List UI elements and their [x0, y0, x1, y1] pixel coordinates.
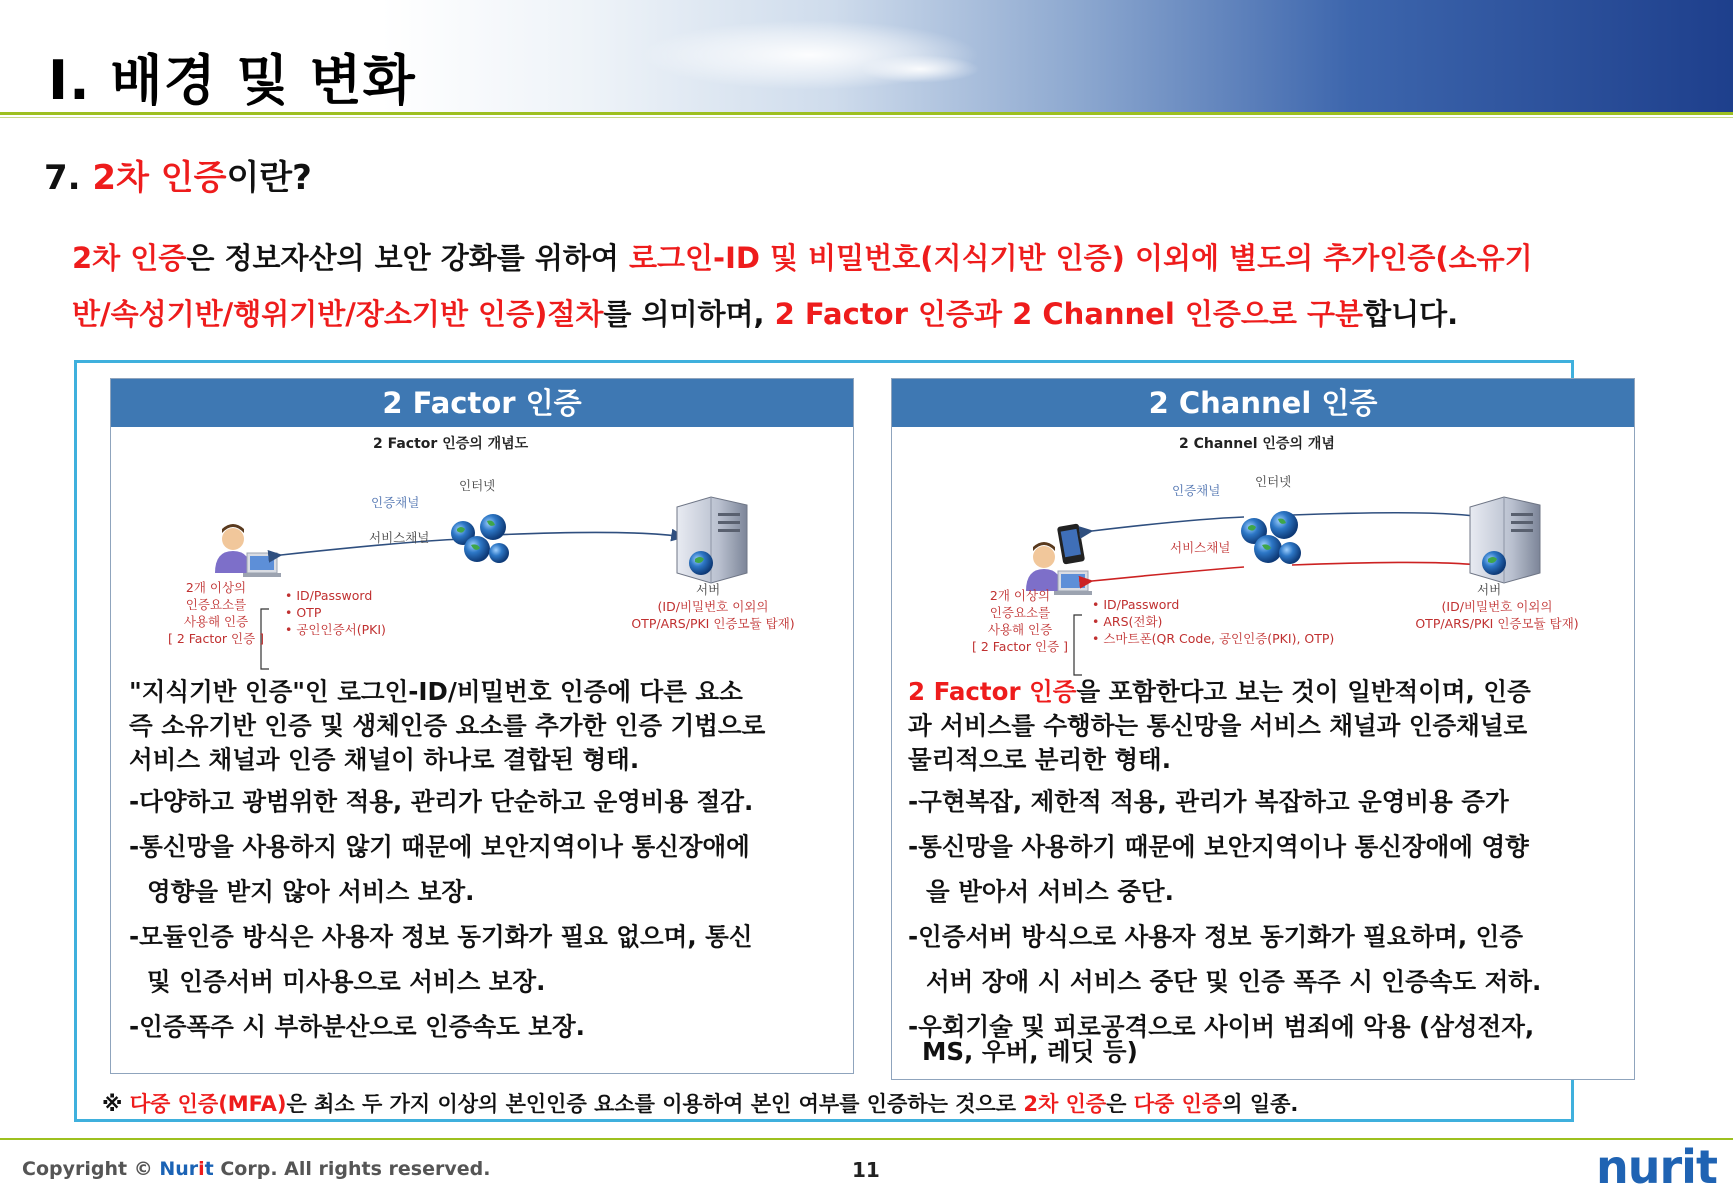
intro-highlight: 반/속성기반/행위기반/장소기반 인증)절차 [72, 297, 604, 331]
copyright-text: Corp. All rights reserved. [213, 1158, 491, 1180]
intro-text: 합니다. [1363, 297, 1459, 331]
desc-line: "지식기반 인증"인 로그인-ID/비밀번호 인증에 다른 요소 [129, 677, 743, 706]
note-text: 은 [1106, 1092, 1134, 1116]
internet-globe-icon [451, 514, 509, 563]
desc-line: 서비스 채널과 인증 채널이 하나로 결합된 형태. [129, 745, 640, 774]
server-desc-line: OTP/ARS/PKI 인증모듈 탑재) [631, 616, 795, 631]
bullet-item-continued: 영향을 받지 않아 서비스 보장. [147, 877, 475, 906]
user-label-line: 2개 이상의 [989, 588, 1051, 603]
footnote [102, 1088, 1298, 1118]
copyright-text: Copyright © [22, 1158, 160, 1180]
diagram-auth-channel: 인증채널 [371, 495, 420, 510]
factor-item: • 스마트폰(QR Code, 공인인증(PKI), OTP) [1092, 631, 1335, 646]
desc-line [908, 675, 1531, 709]
desc-highlight: 2 Factor 인증 [908, 677, 1077, 706]
internet-globe-icon [1241, 511, 1301, 564]
note-text: 의 일종. [1222, 1092, 1299, 1116]
diagram-service-channel: 서비스채널 [1170, 540, 1231, 555]
header-cloud-small [860, 55, 980, 83]
intro-text: 은 정보자산의 보안 강화를 위하여 [186, 241, 630, 275]
header-rule [0, 112, 1733, 115]
diagram-user-label [161, 579, 271, 647]
panel-2-factor [110, 378, 854, 1074]
user-label-line: 인증요소를 [989, 605, 1051, 620]
note-prefix: ※ [102, 1092, 130, 1116]
server-icon [1470, 497, 1540, 583]
copyright [22, 1158, 490, 1180]
factor-item: • ID/Password [1092, 597, 1180, 612]
copyright-brand-i: i [198, 1158, 205, 1180]
intro-line-2 [72, 292, 1458, 333]
section-number: 7. [44, 158, 93, 198]
user-label-line: 사용해 인증 [987, 622, 1053, 637]
note-text: 은 최소 두 가지 이상의 본인인증 요소를 이용하여 본인 여부를 인증하는 것으로 [286, 1092, 1024, 1116]
section-highlight: 2차 인증 [92, 158, 227, 198]
user-label-line: 인증요소를 [185, 597, 247, 612]
panel-title: 2 Channel 인증 [892, 379, 1634, 427]
diagram-caption: 2 Channel 인증의 개념 [1179, 436, 1335, 452]
diagram-server-label: 서버 [696, 582, 721, 597]
user-icon [215, 524, 281, 577]
server-desc-line: OTP/ARS/PKI 인증모듈 탑재) [1415, 616, 1579, 631]
panel-bullets [908, 779, 1541, 1065]
factor-item: • ARS(전화) [1092, 614, 1163, 629]
note-highlight: 다중 인증(MFA) [129, 1092, 287, 1116]
user-label-line: [ 2 Factor 인증 ] [971, 639, 1068, 654]
panel-description [908, 675, 1531, 777]
user-label-line: 사용해 인증 [183, 614, 249, 629]
note-highlight: 다중 인증 [1133, 1092, 1223, 1116]
panel-bullets [129, 779, 753, 1049]
diagram-server-label: 서버 [1477, 582, 1502, 597]
user-label-line: 2개 이상의 [185, 580, 247, 595]
factor-item: • ID/Password [285, 588, 373, 603]
bullet-item: -다양하고 광범위한 적용, 관리가 단순하고 운영비용 절감. [129, 787, 754, 816]
bullet-item: -모듈인증 방식은 사용자 정보 동기화가 필요 없으며, 통신 [129, 922, 753, 951]
page-title: Ⅰ. 배경 및 변화 [48, 49, 416, 112]
factor-item: • OTP [285, 605, 322, 620]
intro-text: 를 의미하며, [603, 297, 775, 331]
server-desc-line: (ID/비밀번호 이외의 [657, 599, 769, 614]
footer-rule [0, 1138, 1733, 1140]
desc-line: 즉 소유기반 인증 및 생체인증 요소를 추가한 인증 기법으로 [129, 711, 766, 740]
desc-line: 물리적으로 분리한 형태. [908, 745, 1172, 774]
note-highlight: 2차 인증 [1023, 1092, 1107, 1116]
intro-term: 2차 인증 [72, 241, 187, 275]
diagram-service-channel: 서비스채널 [369, 530, 430, 545]
intro-highlight: 2 Factor 인증과 2 Channel 인증으로 구분 [774, 297, 1364, 331]
diagram-user-label [964, 587, 1076, 655]
bullet-item: -구현복잡, 제한적 적용, 관리가 복잡하고 운영비용 증가 [908, 787, 1509, 816]
bullet-item-continued: 및 인증서버 미사용으로 서비스 보장. [147, 967, 546, 996]
panel-title: 2 Factor 인증 [111, 379, 853, 427]
factor-item: • 공인인증서(PKI) [285, 622, 386, 637]
bullet-item: -인증서버 방식으로 사용자 정보 동기화가 필요하며, 인증 [908, 922, 1523, 951]
user-label-line: [ 2 Factor 인증 ] [167, 631, 264, 646]
bullet-item-continued: 을 받아서 서비스 중단. [926, 877, 1174, 906]
copyright-brand-t: t [204, 1158, 214, 1180]
bullet-item-continued: MS, 우버, 레딧 등) [922, 1037, 1138, 1066]
diagram-server-desc [631, 598, 795, 632]
diagram-caption: 2 Factor 인증의 개념도 [373, 436, 529, 452]
server-icon [677, 497, 747, 583]
bullet-item: -우회기술 및 피로공격으로 사이버 범죄에 악용 (삼성전자, [908, 1012, 1535, 1041]
desc-line: 과 서비스를 수행하는 통신망을 서비스 채널과 인증채널로 [908, 711, 1528, 740]
smartphone-icon [1057, 523, 1085, 564]
panel-2-channel [891, 378, 1635, 1080]
nurit-logo: nurit [1596, 1140, 1717, 1194]
bullet-item-continued: 서버 장애 시 서비스 중단 및 인증 폭주 시 인증속도 저하. [926, 967, 1542, 996]
intro-highlight: 로그인-ID 및 비밀번호(지식기반 인증) 이외에 별도의 추가인증(소유기 [629, 241, 1533, 275]
header-rule-thin [0, 117, 1733, 118]
diagram-internet-label: 인터넷 [1255, 474, 1292, 489]
copyright-brand: Nur [159, 1158, 199, 1180]
diagram-internet-label: 인터넷 [459, 478, 496, 493]
desc-text: 을 포함한다고 보는 것이 일반적이며, 인증 [1076, 677, 1531, 706]
diagram-factor-list [285, 587, 386, 638]
bullet-item: -인증폭주 시 부하분산으로 인증속도 보장. [129, 1012, 585, 1041]
diagram-server-desc [1412, 598, 1582, 632]
section-suffix: 이란? [226, 158, 312, 198]
diagram-auth-channel: 인증채널 [1172, 483, 1221, 498]
section-title [44, 150, 312, 199]
diagram-factor-list [1092, 596, 1334, 647]
page-number: 11 [852, 1158, 880, 1182]
bullet-item: -통신망을 사용하지 않기 때문에 보안지역이나 통신장애에 [129, 832, 750, 861]
panel-description [129, 675, 765, 777]
server-desc-line: (ID/비밀번호 이외의 [1441, 599, 1553, 614]
intro-line-1 [72, 236, 1533, 277]
bullet-item: -통신망을 사용하기 때문에 보안지역이나 통신장애에 영향 [908, 832, 1529, 861]
